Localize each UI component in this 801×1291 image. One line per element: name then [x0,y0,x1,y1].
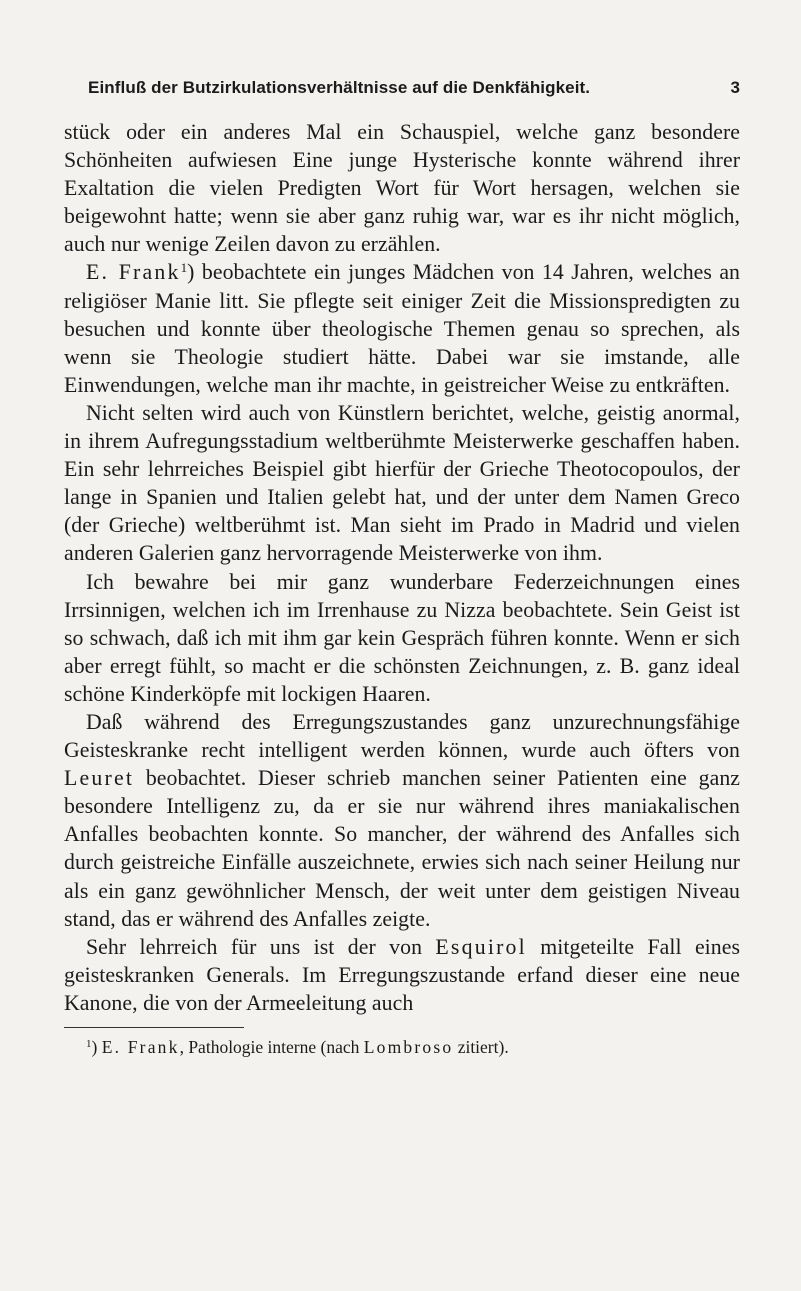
footnote-ref: 1 [180,260,188,276]
footnote-author: E. Frank [101,1037,180,1057]
paragraph-3 [64,399,740,568]
paragraph-1 [64,118,740,258]
paragraph-6 [64,933,740,1017]
footnote: $^1$) E. Frank, Pathologie interne (nach Lombroso zitiert). [86,1037,509,1057]
body-text [64,118,740,1017]
paragraph-5-text-after: beobachtet. Dieser schrieb manchen seiner Patienten eine ganz besondere Intelligenz zu, da er sie nur während ihres maniakalischen Anfalles beobachten konnte. So mancher, der während des Anfalles sich durch geistreiche Einfälle auszeichnete, erwies sich nach seiner Heilung nur als ein ganz gewöhnlicher Mensch, der weit unter dem geistigen Niveau stand, das er während des Anfalles zeigte. [64,766,740,931]
paragraph-3-text: Nicht selten wird auch von Künstlern berichtet, welche, geistig anormal, in ihrem Aufregungsstadium weltberühmte Meisterwerke geschaffen haben. Ein sehr lehrreiches Beispiel gibt hierfür der Grieche Theotocopoulos, der lange in Spanien und Italien gelebt hat, und der unter dem Namen Greco (der Grieche) weltberühmt ist. Man sieht im Prado in Madrid und vielen anderen Galerien ganz hervorragende Meisterwerke von ihm. [64,400,740,566]
paragraph-2-text: beobachtete ein junges Mädchen von 14 Jahren, welches an religiöser Manie litt. Sie pflegte seit einiger Zeit die Missionspredigten zu besuchen und konnte über theologische Themen genau so sprechen, als wenn sie Theologie studiert hätte. Dabei war sie imstande, alle Einwendungen, welche man ihr machte, in geistreicher Weise zu entkräften. [64,260,740,397]
page-number: 3 [730,78,740,97]
paragraph-5-text-before: Daß während des Erregungszustandes ganz unzurechnungsfähige Geisteskranke recht intelligent werden können, wurde auch öfters von [64,709,740,763]
footnote-cited-author: Lombroso [363,1037,454,1057]
paragraph-4-text: Ich bewahre bei mir ganz wunderbare Federzeichnungen eines Irrsinnigen, welchen ich im Irrenhause zu Nizza beobachtete. Sein Geist ist so schwach, daß ich mit ihm gar kein Gespräch führen konnte. Wenn er sich aber erregt fühlt, so macht er die schönsten Zeichnungen, z. B. ganz ideal schöne Kinderköpfe mit lockigen Haaren. [64,569,740,706]
author-leuret: Leuret [64,766,135,791]
paragraph-6-text-before: Sehr lehrreich für uns ist der von [86,934,436,959]
paragraph-4 [64,568,740,708]
paragraph-1-text: stück oder ein anderes Mal ein Schauspiel, welche ganz besondere Schönheiten aufwiesen Eine junge Hysterische konnte während ihrer Exaltation die vielen Predigten Wort für Wort hersagen, welchen sie beigewohnt hatte; wenn sie aber ganz ruhig war, war es ihr nicht möglich, auch nur wenige Zeilen davon zu erzählen. [64,120,740,257]
footnote-text-after: zitiert). [453,1037,509,1057]
footnote-text: , Pathologie interne (nach [179,1037,364,1057]
book-page [64,78,740,1058]
paragraph-2: E. Frank$^1$) beobachtete ein junges Mädchen von 14 Jahren, welches an religiöser Manie litt. Sie pflegte seit einiger Zeit die Missionspredigten zu besuchen und konnte über theologische Themen genau so sprechen, als wenn sie Theologie studiert hätte. Dabei war sie imstande, alle Einwendungen, welche man ihr machte, in geistreicher Weise zu entkräften. [64,260,740,397]
paragraph-6-text-after: mitgeteilte Fall eines geisteskranken Generals. Im Erregungszustande erfand dieser eine neue Kanone, die von der Armeeleitung auch [64,934,740,1015]
running-title: Einfluß der Butzirkulationsverhältnisse auf die Denkfähigkeit. [88,78,591,97]
footnote-marker: 1 [86,1038,92,1050]
author-esquirol: Esquirol [435,934,527,959]
author-frank: E. Frank [86,260,181,285]
running-header [64,78,740,104]
footnote-divider [64,1027,244,1028]
paragraph-5 [64,708,740,933]
